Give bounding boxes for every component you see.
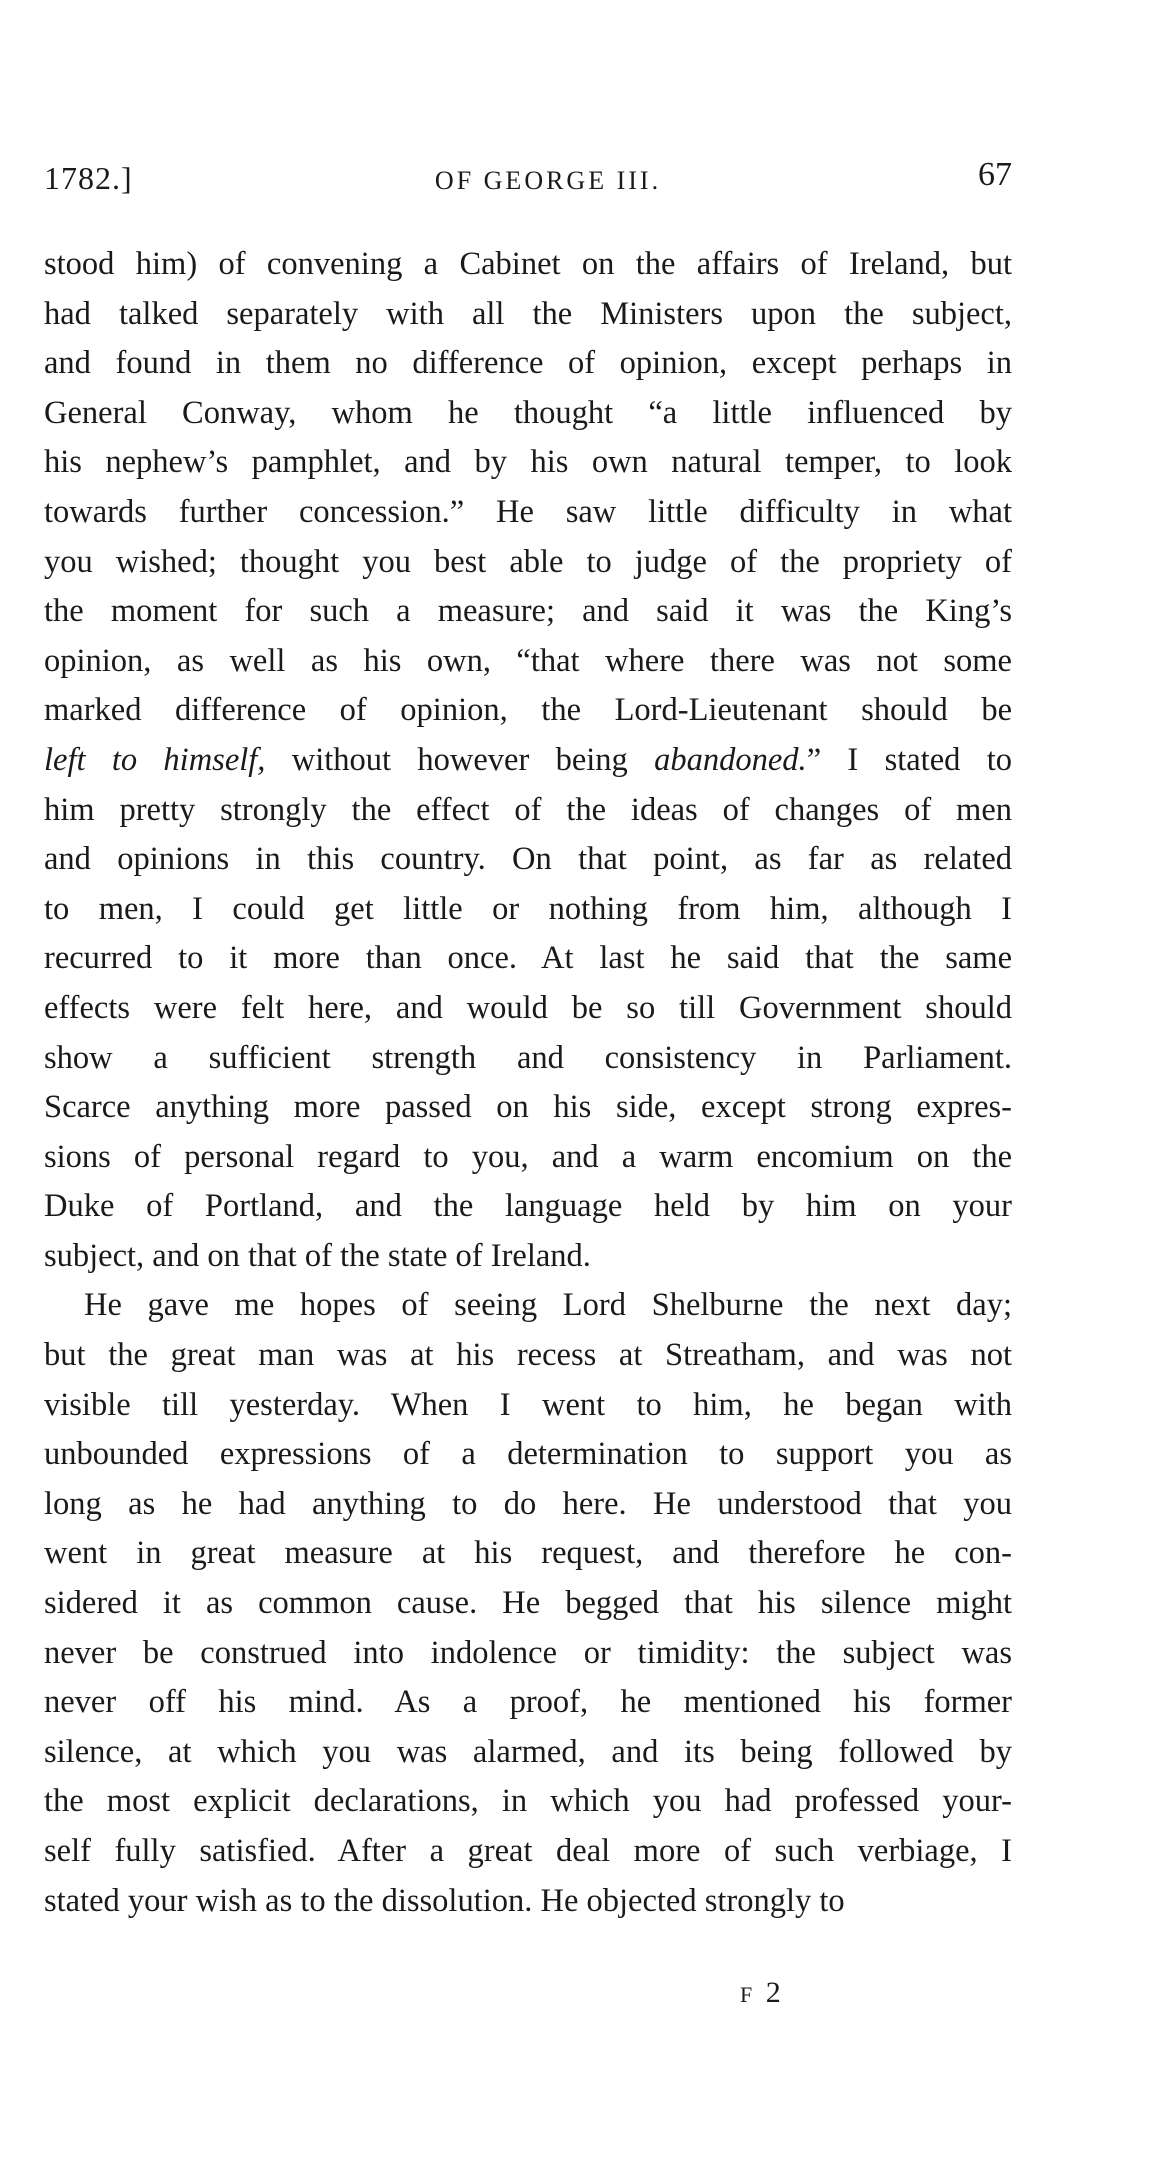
- signature-mark: [740, 1976, 785, 2010]
- text-line: left to himself, without however being abandoned.” I stated to: [44, 741, 1012, 778]
- text-line: self fully satisfied. After a great deal more of such verbiage, I: [44, 1833, 1012, 1869]
- text-line: towards further concession.” He saw little difficulty in what: [44, 493, 1012, 530]
- text-line: had talked separately with all the Ministers upon the subject,: [44, 295, 1012, 332]
- text-line: show a sufficient strength and consistency in Parliament.: [44, 1039, 1012, 1076]
- paragraph: [44, 1281, 1012, 1926]
- text-line: Scarce anything more passed on his side, except strong expres-: [44, 1089, 1012, 1126]
- text-line: long as he had anything to do here. He understood that you: [44, 1485, 1012, 1522]
- text-line: opinion, as well as his own, “that where there was not some: [44, 642, 1012, 679]
- text-line: sidered it as common cause. He begged that his silence might: [44, 1585, 1012, 1622]
- text-line: sions of personal regard to you, and a warm encomium on the: [44, 1138, 1012, 1175]
- body-text: [44, 240, 1012, 1926]
- text-line: unbounded expressions of a determination to support you as: [44, 1436, 1012, 1473]
- signature-letter: F: [740, 1982, 755, 2007]
- text-line: visible till yesterday. When I went to him, he began with: [44, 1386, 1012, 1423]
- text-line: subject, and on that of the state of Ireland.: [44, 1237, 591, 1274]
- text-line: but the great man was at his recess at Streatham, and was not: [44, 1337, 1012, 1374]
- text-line: effects were felt here, and would be so till Government should: [44, 989, 1012, 1026]
- text-line: him pretty strongly the effect of the ideas of changes of men: [44, 791, 1012, 828]
- signature-number: 2: [765, 1976, 785, 2009]
- text-line: to men, I could get little or nothing from him, although I: [44, 890, 1012, 927]
- text-line: General Conway, whom he thought “a little influenced by: [44, 394, 1012, 431]
- text-line: silence, at which you was alarmed, and its being followed by: [44, 1733, 1012, 1770]
- text-line: recurred to it more than once. At last he said that the same: [44, 940, 1012, 977]
- running-head: [44, 156, 1012, 200]
- text-line: marked difference of opinion, the Lord-Lieutenant should be: [44, 692, 1012, 729]
- text-line: never off his mind. As a proof, he mentioned his former: [44, 1684, 1012, 1721]
- page-number: 67: [978, 156, 1012, 193]
- text-line: the most explicit declarations, in which you had professed your-: [44, 1783, 1012, 1820]
- text-line: stood him) of convening a Cabinet on the affairs of Ireland, but: [44, 246, 1012, 282]
- text-line: Duke of Portland, and the language held by him on your: [44, 1188, 1012, 1225]
- text-line: went in great measure at his request, and therefore he con-: [44, 1535, 1012, 1572]
- text-line: never be construed into indolence or timidity: the subject was: [44, 1634, 1012, 1671]
- paragraph: [44, 240, 1012, 1281]
- text-line: He gave me hopes of seeing Lord Shelburne the next day;: [84, 1287, 1012, 1324]
- text-line: his nephew’s pamphlet, and by his own natural temper, to look: [44, 444, 1012, 481]
- running-head-title: OF GEORGE III.: [434, 166, 662, 195]
- running-head-year: 1782.]: [44, 160, 133, 196]
- text-line: you wished; thought you best able to judge of the propriety of: [44, 543, 1012, 580]
- text-line: stated your wish as to the dissolution. He objected strongly to: [44, 1882, 845, 1919]
- text-line: and opinions in this country. On that point, as far as related: [44, 841, 1012, 878]
- text-line: and found in them no difference of opinion, except perhaps in: [44, 345, 1012, 382]
- text-line: the moment for such a measure; and said it was the King’s: [44, 593, 1012, 630]
